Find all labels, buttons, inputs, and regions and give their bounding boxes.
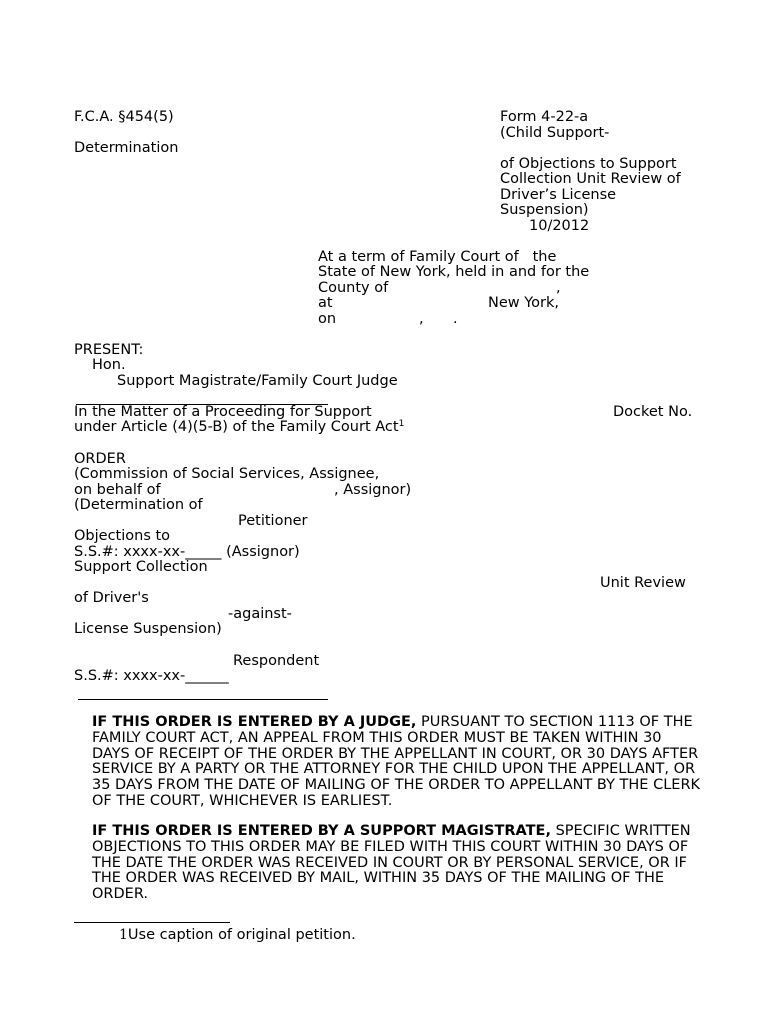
- caption-bottom-rule: [78, 699, 328, 700]
- footnote-number: 1: [119, 927, 128, 943]
- footnote-separator: [74, 922, 230, 923]
- form-title-line: Collection Unit Review of: [500, 171, 681, 187]
- form-title-line: of Objections to Support: [500, 156, 677, 172]
- determination-of-label: (Determination of: [74, 497, 203, 513]
- judge-title: Support Magistrate/Family Court Judge: [117, 373, 398, 389]
- judge-notice-text: PURSUANT TO SECTION 1113 OF THE FAMILY COURT ACT, AN APPEAL FROM THIS ORDER MUST BE TAKEN WITHIN 30 DAYS OF RECEIPT OF THE ORDER BY THE APPELLANT IN COURT, OR 30 DAYS AFTER SERVICE BY A PARTY OR THE ATTORNEY FOR THE CHILD UPON THE APPELLANT, OR 35 DAYS FROM THE DATE OF MAILING OF THE ORDER TO APPELLANT BY THE CLERK OF THE COURT, WHICHEVER IS EARLIEST.: [92, 714, 701, 809]
- footnote: [119, 928, 356, 944]
- judge-notice-heading: IF THIS ORDER IS ENTERED BY A JUDGE,: [92, 714, 417, 730]
- determination-label: Determination: [74, 140, 179, 156]
- county-label: County of: [318, 280, 389, 296]
- petitioner-label: Petitioner: [238, 513, 308, 529]
- on-comma: ,: [419, 311, 424, 327]
- on-behalf-label: on behalf of: [74, 482, 161, 498]
- assignor-ssn: S.S.#: xxxx-xx-_____ (Assignor): [74, 544, 300, 560]
- matter-line: In the Matter of a Proceeding for Support: [74, 404, 372, 420]
- footnote-text: Use caption of original petition.: [127, 927, 356, 943]
- form-number: Form 4-22-a: [500, 109, 589, 125]
- on-label: on: [318, 311, 337, 327]
- magistrate-notice-text: SPECIFIC WRITTEN OBJECTIONS TO THIS ORDER MAY BE FILED WITH THIS COURT WITHIN 30 DAYS OF THE DATE THE ORDER WAS RECEIVED IN COURT OR BY PERSONAL SERVICE, OR IF THE ORDER WAS RECEIVED BY MAIL, WITHIN 35 DAYS OF THE MAILING OF THE ORDER.: [92, 823, 691, 903]
- against-label: -against-: [228, 606, 292, 622]
- footnote-reference: 1: [398, 419, 405, 429]
- of-drivers-label: of Driver's: [74, 590, 149, 606]
- court-term-line: At a term of Family Court of the: [318, 249, 557, 265]
- docket-label: Docket No.: [613, 404, 693, 420]
- respondent-ssn: S.S.#: xxxx-xx-______: [74, 668, 229, 684]
- on-period: .: [453, 311, 458, 327]
- unit-review-label: Unit Review: [600, 575, 686, 591]
- county-comma: ,: [556, 280, 561, 296]
- judge-appeal-notice: [92, 715, 702, 810]
- present-label: PRESENT:: [74, 342, 144, 358]
- court-term-line: State of New York, held in and for the: [318, 264, 590, 280]
- assignor-label: , Assignor): [334, 482, 412, 498]
- form-title-line: (Child Support-: [500, 125, 610, 141]
- hon-label: Hon.: [92, 357, 126, 373]
- license-suspension-label: License Suspension): [74, 621, 222, 637]
- objections-to-label: Objections to: [74, 528, 171, 544]
- magistrate-objection-notice: [92, 824, 702, 903]
- matter-line: [74, 420, 404, 436]
- respondent-label: Respondent: [233, 653, 320, 669]
- commission-line: (Commission of Social Services, Assignee,: [74, 466, 380, 482]
- new-york-label: New York,: [488, 295, 560, 311]
- form-date: 10/2012: [529, 218, 590, 234]
- form-title-line: Driver’s License: [500, 187, 617, 203]
- at-label: at: [318, 295, 333, 311]
- form-title-line: Suspension): [500, 202, 589, 218]
- order-label: ORDER: [74, 451, 126, 467]
- matter-article-text: under Article (4)(5-B) of the Family Court Act: [74, 419, 399, 435]
- statute-reference: F.C.A. §454(5): [74, 109, 174, 125]
- support-collection-label: Support Collection: [74, 559, 208, 575]
- magistrate-notice-heading: IF THIS ORDER IS ENTERED BY A SUPPORT MAGISTRATE,: [92, 823, 551, 839]
